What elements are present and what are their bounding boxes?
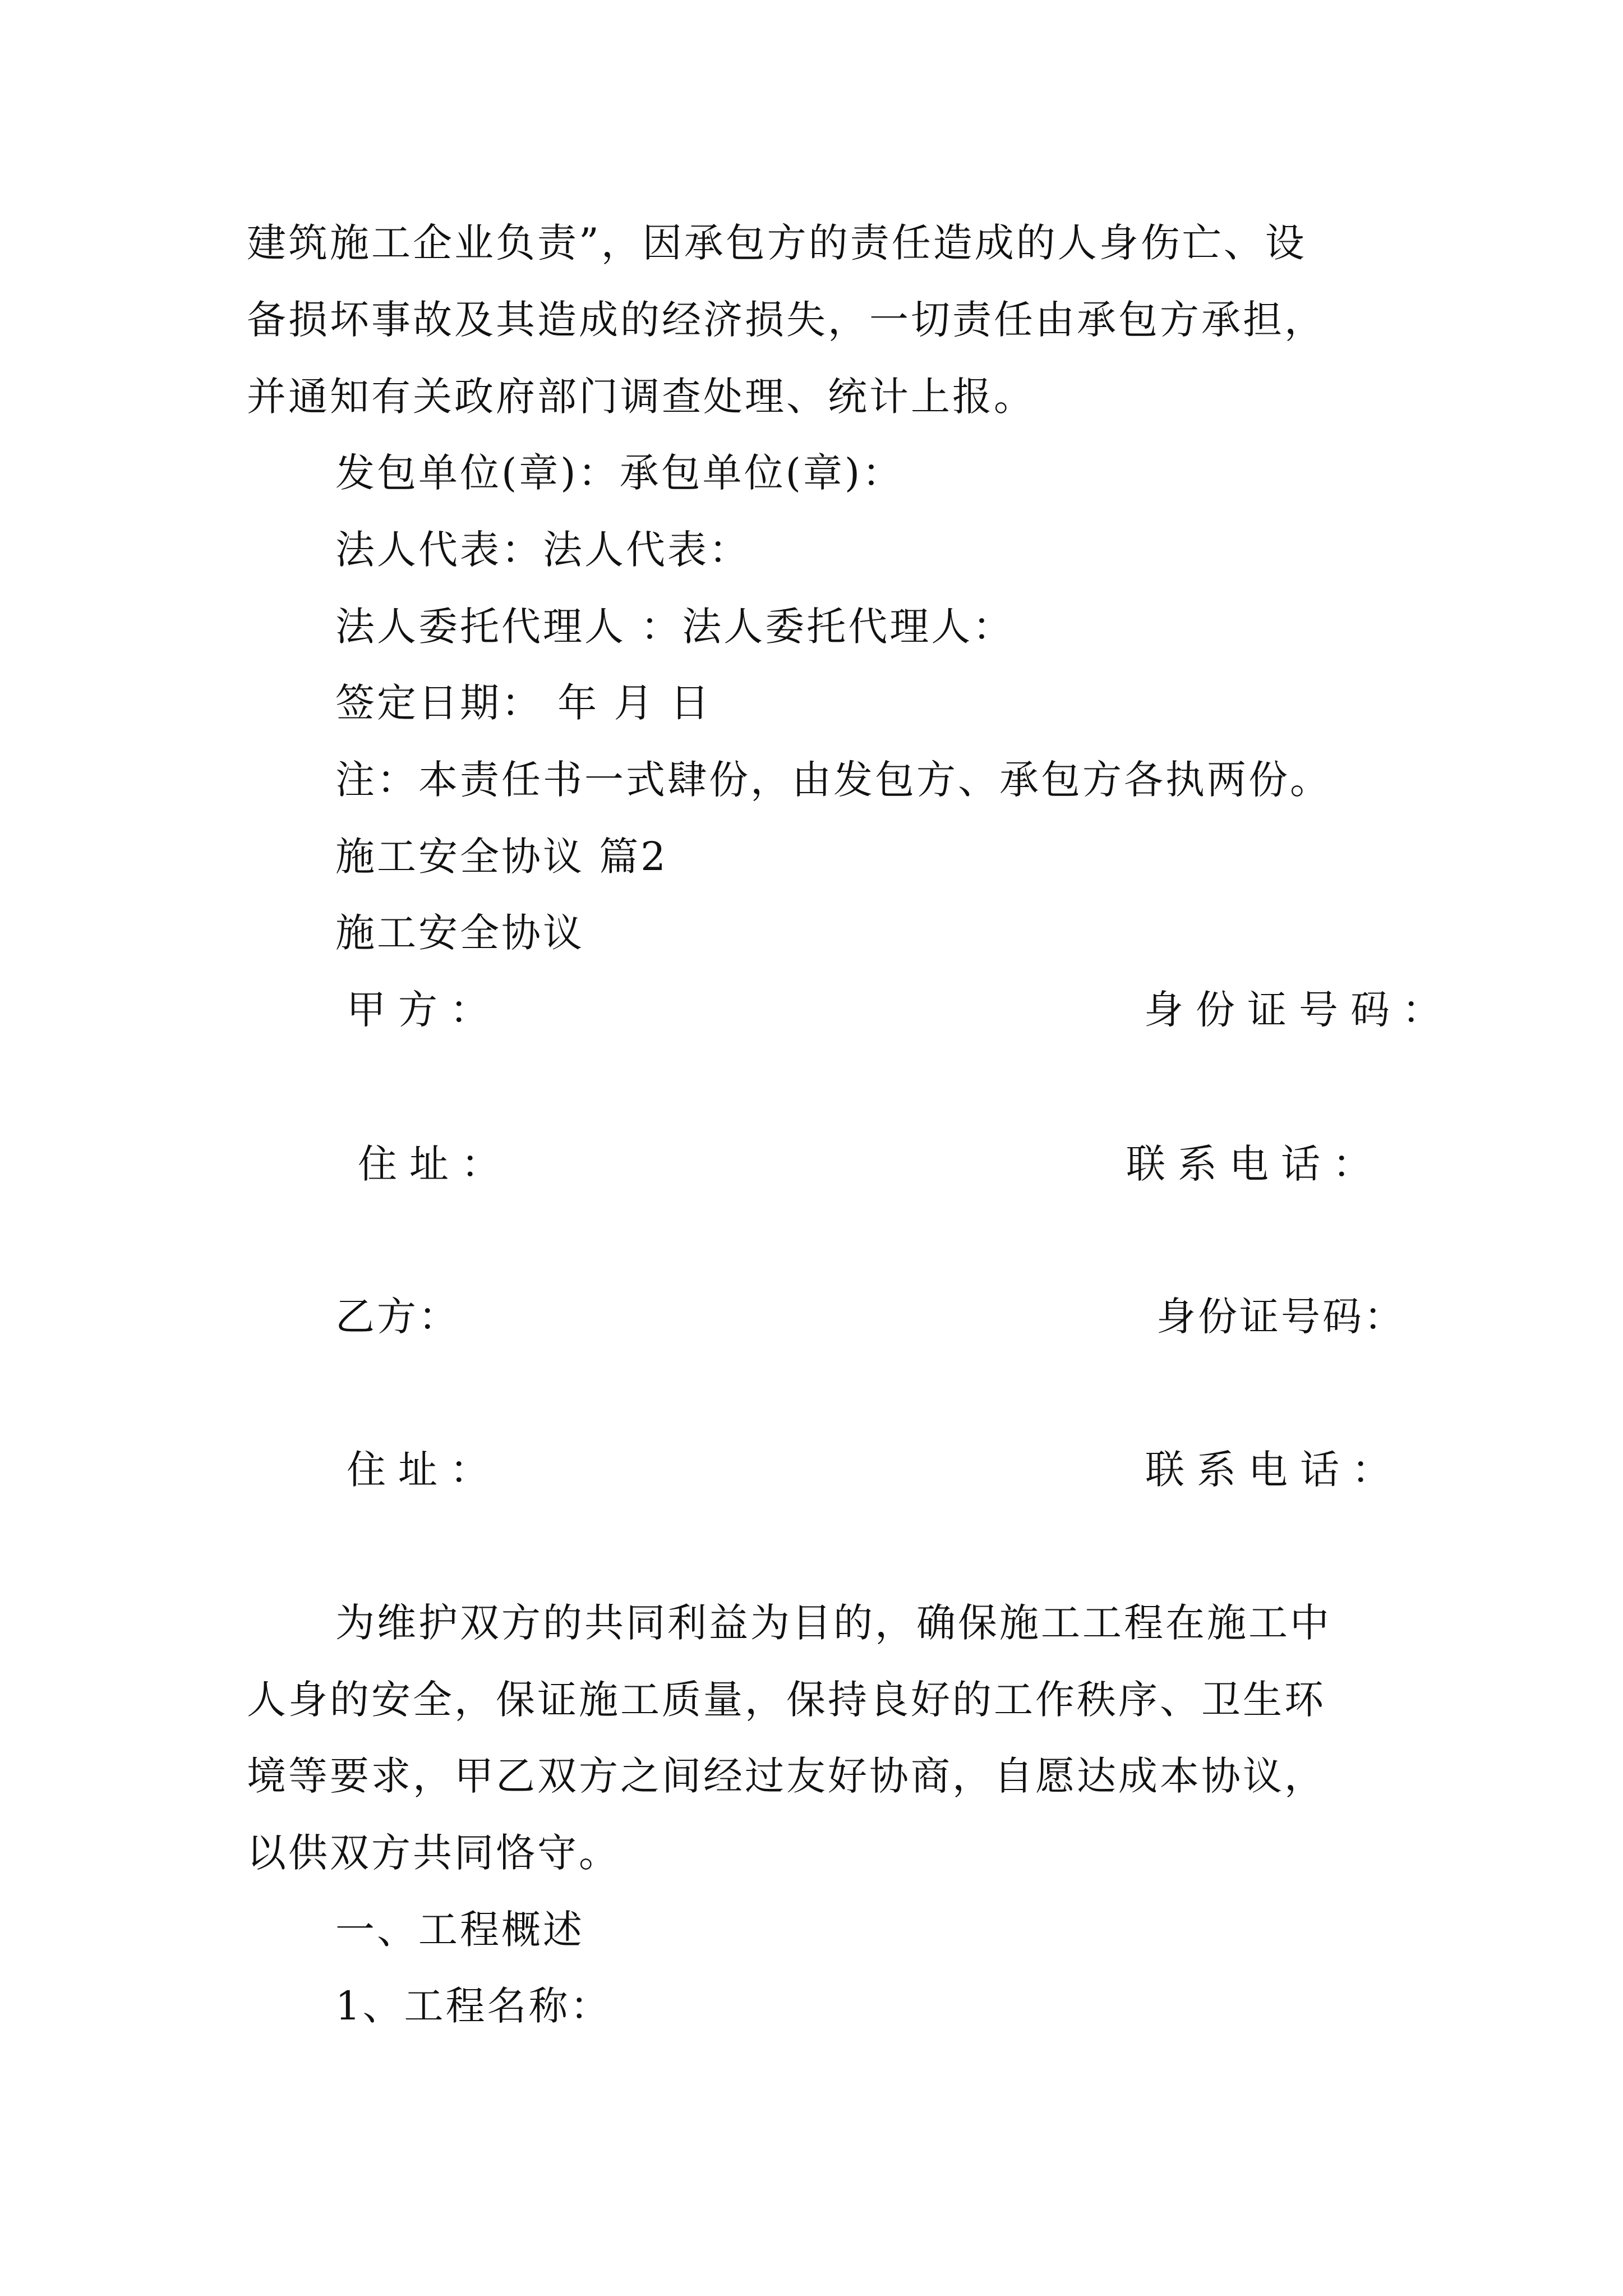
- paragraph-line: 并通知有关政府部门调查处理、统计上报。: [247, 374, 1035, 420]
- paragraph-line: 建筑施工企业负责”，因承包方的责任造成的人身伤亡、设: [247, 220, 1307, 266]
- signature-legal-rep: 法人代表：法人代表：: [335, 527, 750, 573]
- party-b-address-label: 住址：: [347, 1447, 501, 1493]
- party-a-label: 甲方：: [347, 987, 501, 1033]
- intro-line: 人身的安全，保证施工质量，保持良好的工作秩序、卫生环: [247, 1677, 1326, 1723]
- signature-date: 签定日期： 年 月 日: [335, 680, 712, 726]
- paragraph-line: 备损坏事故及其造成的经济损失，一切责任由承包方承担，: [247, 297, 1326, 343]
- party-a-address-label: 住址：: [358, 1141, 513, 1187]
- intro-line: 为维护双方的共同利益为目的，确保施工工程在施工中: [335, 1600, 1331, 1646]
- intro-line: 以供双方共同恪守。: [247, 1830, 620, 1876]
- agreement-title: 施工安全协议: [335, 910, 584, 956]
- signature-units: 发包单位(章)：承包单位(章)：: [335, 450, 904, 496]
- signature-note: 注：本责任书一式肆份，由发包方、承包方各执两份。: [335, 757, 1331, 803]
- section-heading: 施工安全协议 篇2: [335, 834, 668, 880]
- party-b-label: 乙方：: [335, 1294, 460, 1340]
- intro-line: 境等要求，甲乙双方之间经过友好协商，自愿达成本协议，: [247, 1753, 1326, 1799]
- item-project-name: 1、工程名称：: [335, 1983, 612, 2029]
- signature-agent: 法人委托代理人 ：法人委托代理人：: [335, 604, 1015, 650]
- party-a-id-label: 身份证号码：: [1144, 987, 1454, 1033]
- party-a-phone-label: 联系电话：: [1126, 1141, 1384, 1187]
- party-b-id-label: 身份证号码：: [1156, 1294, 1405, 1340]
- party-b-phone-label: 联系电话：: [1145, 1447, 1403, 1493]
- item-heading: 一、工程概述: [335, 1907, 584, 1953]
